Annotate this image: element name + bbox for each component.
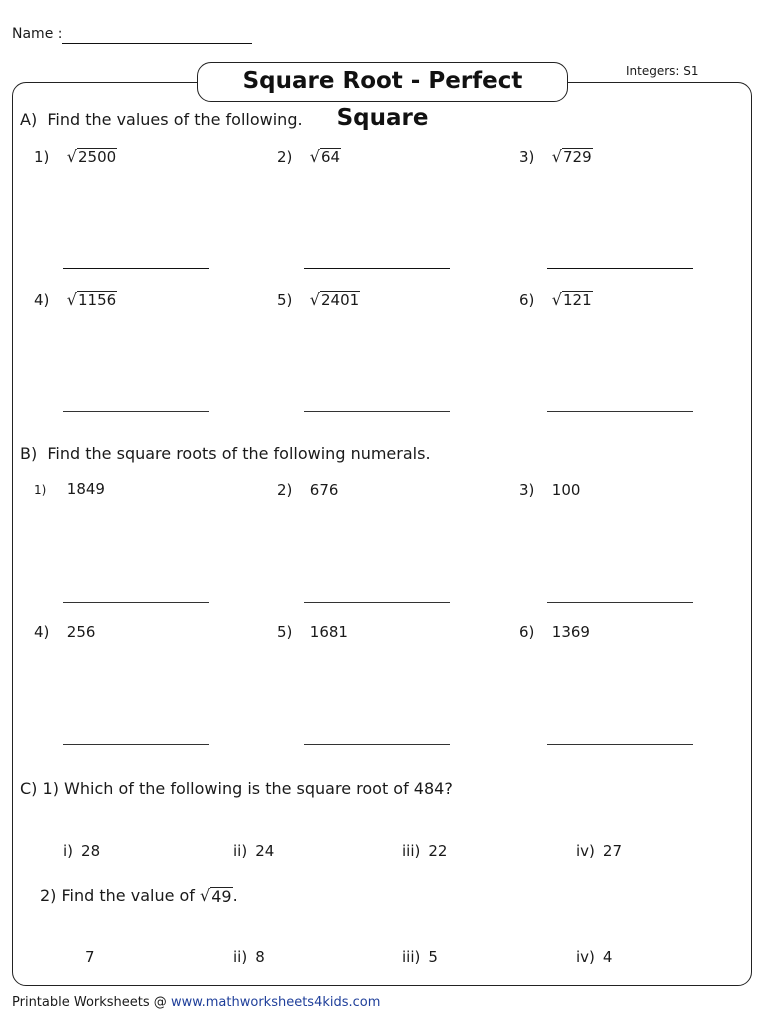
square-root-expression bbox=[200, 887, 233, 905]
radical-icon: √ bbox=[551, 147, 562, 166]
answer-line-a5[interactable] bbox=[304, 411, 450, 412]
question-number: 5) bbox=[277, 623, 293, 641]
numeral-value: 1681 bbox=[309, 623, 348, 641]
answer-line-b5[interactable] bbox=[304, 744, 450, 745]
section-c-label: C) bbox=[20, 779, 38, 798]
option-c2-i[interactable] bbox=[85, 948, 95, 966]
answer-line-b2[interactable] bbox=[304, 602, 450, 603]
footer-link[interactable]: www.mathworksheets4kids.com bbox=[170, 995, 381, 1010]
answer-line-b1[interactable] bbox=[63, 602, 209, 603]
option-c2-iii[interactable] bbox=[402, 948, 438, 966]
square-root-expression bbox=[67, 148, 117, 166]
question-number: 1) bbox=[34, 148, 50, 166]
footer bbox=[12, 995, 380, 1010]
question-a6 bbox=[519, 291, 593, 309]
numeral-value: 676 bbox=[309, 481, 339, 499]
option-label: ii) bbox=[233, 842, 248, 860]
option-c2-iv[interactable] bbox=[576, 948, 612, 966]
question-b5 bbox=[277, 623, 348, 641]
radical-icon: √ bbox=[66, 290, 77, 309]
question-number: 6) bbox=[519, 291, 535, 309]
option-value: 27 bbox=[602, 842, 622, 860]
radical-icon: √ bbox=[309, 147, 320, 166]
question-a1 bbox=[34, 148, 117, 166]
question-a2 bbox=[277, 148, 341, 166]
answer-line-a4[interactable] bbox=[63, 411, 209, 412]
section-b-label: B) bbox=[20, 444, 38, 463]
option-value: 7 bbox=[85, 948, 95, 966]
radical-icon: √ bbox=[551, 290, 562, 309]
option-c1-i[interactable] bbox=[63, 842, 100, 860]
question-text: Find the value of bbox=[61, 886, 195, 905]
numeral-value: 100 bbox=[551, 481, 581, 499]
question-a5 bbox=[277, 291, 360, 309]
answer-line-b4[interactable] bbox=[63, 744, 209, 745]
numeral-value: 256 bbox=[66, 623, 96, 641]
answer-line-b6[interactable] bbox=[547, 744, 693, 745]
question-number: 2) bbox=[277, 148, 293, 166]
question-number: 2) bbox=[40, 886, 57, 905]
question-b1 bbox=[34, 480, 105, 498]
option-value: 5 bbox=[428, 948, 438, 966]
radicand: 121 bbox=[562, 291, 592, 309]
square-root-expression bbox=[67, 291, 117, 309]
question-text: Which of the following is the square root of 484? bbox=[64, 779, 453, 798]
question-number: 3) bbox=[519, 148, 535, 166]
option-value: 22 bbox=[428, 842, 448, 860]
radical-icon: √ bbox=[200, 886, 211, 905]
section-b-heading bbox=[20, 444, 431, 463]
square-root-expression bbox=[552, 291, 593, 309]
square-root-expression bbox=[310, 148, 341, 166]
option-label: iv) bbox=[576, 842, 595, 860]
option-c2-ii[interactable] bbox=[233, 948, 265, 966]
option-c1-iv[interactable] bbox=[576, 842, 622, 860]
option-label: ii) bbox=[233, 948, 248, 966]
level-label: Integers: S1 bbox=[626, 64, 699, 78]
question-b3 bbox=[519, 481, 580, 499]
option-c1-ii[interactable] bbox=[233, 842, 274, 860]
option-c1-iii[interactable] bbox=[402, 842, 447, 860]
name-label: Name : bbox=[12, 26, 63, 42]
radicand: 49 bbox=[211, 887, 232, 906]
question-a4 bbox=[34, 291, 117, 309]
answer-line-a6[interactable] bbox=[547, 411, 693, 412]
question-number: 1) bbox=[34, 483, 47, 497]
square-root-expression bbox=[552, 148, 593, 166]
question-end: . bbox=[232, 886, 238, 905]
worksheet-frame bbox=[12, 82, 752, 986]
question-number: 5) bbox=[277, 291, 293, 309]
question-number: 4) bbox=[34, 623, 50, 641]
section-c-question-1 bbox=[20, 779, 453, 798]
question-a3 bbox=[519, 148, 593, 166]
section-a-heading bbox=[20, 110, 303, 129]
question-b6 bbox=[519, 623, 590, 641]
page-title: Square Root - Perfect Square bbox=[197, 62, 568, 102]
section-a-instruction: Find the values of the following. bbox=[47, 110, 303, 129]
option-value: 4 bbox=[602, 948, 613, 966]
option-value: 8 bbox=[255, 948, 265, 966]
section-a-label: A) bbox=[20, 110, 38, 129]
radicand: 729 bbox=[562, 148, 592, 166]
question-b2 bbox=[277, 481, 338, 499]
radicand: 2401 bbox=[320, 291, 360, 309]
square-root-expression bbox=[310, 291, 360, 309]
question-b4 bbox=[34, 623, 95, 641]
option-label: iv) bbox=[576, 948, 595, 966]
option-label: i) bbox=[63, 842, 74, 860]
answer-line-a1[interactable] bbox=[63, 268, 209, 269]
radicand: 64 bbox=[320, 148, 341, 166]
radical-icon: √ bbox=[309, 290, 320, 309]
radicand: 1156 bbox=[77, 291, 117, 309]
section-c-question-2 bbox=[40, 886, 238, 905]
option-label: iii) bbox=[402, 842, 421, 860]
footer-prefix: Printable Worksheets @ bbox=[12, 995, 167, 1010]
question-number: 4) bbox=[34, 291, 50, 309]
question-number: 2) bbox=[277, 481, 293, 499]
question-number: 6) bbox=[519, 623, 535, 641]
option-label: iii) bbox=[402, 948, 421, 966]
radicand: 2500 bbox=[77, 148, 117, 166]
answer-line-a2[interactable] bbox=[304, 268, 450, 269]
question-number: 3) bbox=[519, 481, 535, 499]
numeral-value: 1849 bbox=[66, 480, 105, 498]
radical-icon: √ bbox=[66, 147, 77, 166]
section-b-instruction: Find the square roots of the following numerals. bbox=[47, 444, 431, 463]
name-field[interactable] bbox=[62, 43, 252, 44]
option-value: 28 bbox=[81, 842, 101, 860]
numeral-value: 1369 bbox=[551, 623, 590, 641]
answer-line-b3[interactable] bbox=[547, 602, 693, 603]
question-number: 1) bbox=[42, 779, 59, 798]
answer-line-a3[interactable] bbox=[547, 268, 693, 269]
option-value: 24 bbox=[255, 842, 275, 860]
